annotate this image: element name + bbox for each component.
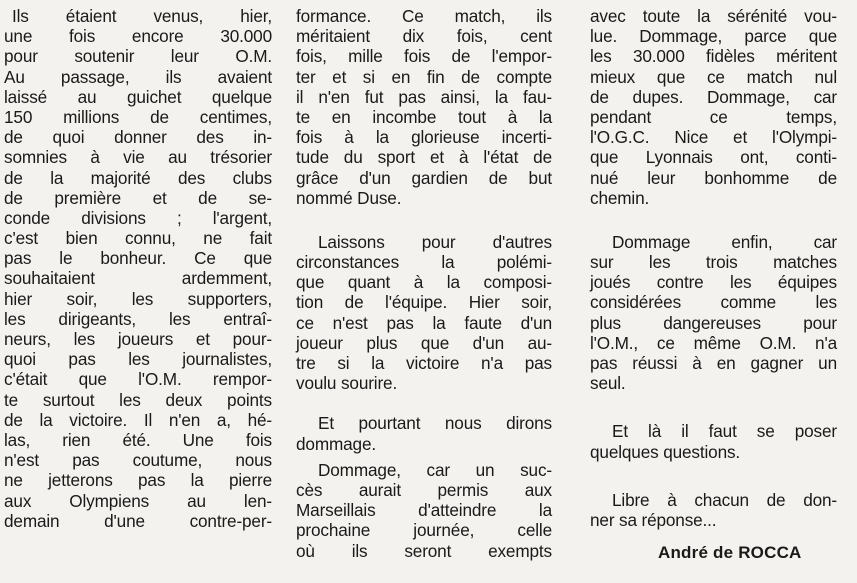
text-line: conde divisions ; l'argent,	[4, 207, 272, 228]
text-line: il n'en fut pas ainsi, la fau-	[296, 86, 552, 107]
text-line: l'O.M., ce même O.M. n'a	[590, 332, 837, 353]
text-line: de quoi donner des in-	[4, 127, 272, 148]
text-line: demain d'une contre-per-	[4, 510, 272, 531]
text-line: ner sa réponse...	[590, 509, 717, 530]
text-line: les dirigeants, les entraî-	[4, 308, 272, 329]
text-line: joués contre les équipes	[590, 272, 837, 293]
text-line: formance. Ce match, ils	[296, 6, 552, 26]
text-line: considérées comme les	[590, 292, 837, 313]
text-line: nommé Duse.	[296, 187, 402, 208]
paragraph-gap	[296, 393, 552, 413]
text-line: où ils seront exempts	[296, 540, 552, 561]
text-line: tude du sport et à l'état de	[296, 147, 552, 168]
text-line: quelques questions.	[590, 441, 741, 462]
text-line: tre si la victoire n'a pas	[296, 353, 552, 373]
text-line: de première et de se-	[4, 187, 272, 208]
author-signature: André de ROCCA	[658, 543, 802, 562]
text-line: les 30.000 fidèles méritent	[590, 46, 837, 67]
text-line: Au passage, ils avaient	[4, 66, 272, 87]
text-line: hier soir, les supporters,	[4, 288, 272, 309]
text-line: de la majorité des clubs	[4, 167, 272, 188]
text-line: fois à la glorieuse incerti-	[296, 127, 552, 148]
text-line: sur les trois matches	[590, 252, 837, 273]
text-line: grâce d'un gardien de but	[296, 167, 552, 188]
text-line: l'O.G.C. Nice et l'Olympi-	[590, 127, 837, 148]
text-line: quoi pas les journalistes,	[4, 349, 272, 370]
paragraph-gap	[590, 208, 837, 232]
text-line: Ils étaient venus, hier,	[12, 6, 272, 26]
text-line: méritaient dix fois, cent	[296, 26, 552, 47]
text-line: Et pourtant nous dirons	[318, 413, 552, 434]
text-line: circonstances la polémi-	[296, 252, 552, 273]
text-line: avec toute la sérénité vou-	[590, 6, 837, 26]
article-column-3	[590, 6, 837, 530]
text-line: souhaitaient ardemment,	[4, 268, 272, 289]
text-line: joueur plus que d'un au-	[296, 332, 552, 353]
text-line: Et là il faut se poser	[612, 421, 837, 442]
text-line: Marseillais d'atteindre la	[296, 500, 552, 521]
text-line: ce n'est pas la faute d'un	[296, 312, 552, 333]
article-column-1	[4, 6, 272, 531]
text-line: Dommage, car un suc-	[318, 459, 552, 480]
text-line: pendant ce temps,	[590, 106, 837, 127]
text-line: pas réussi à en gagner un	[590, 353, 837, 373]
text-line: nué leur bonhomme de	[590, 167, 837, 188]
text-line: prochaine journée, celle	[296, 520, 552, 541]
text-line: de dupes. Dommage, car	[590, 86, 837, 107]
text-line: tion de l'équipe. Hier soir,	[296, 292, 552, 313]
text-line: plus dangereuses pour	[590, 312, 837, 333]
text-line: fois, mille fois de l'empor-	[296, 46, 552, 67]
text-line: lue. Dommage, parce que	[590, 26, 837, 47]
text-line: une fois encore 30.000	[4, 26, 272, 47]
text-line: que quant à la composi-	[296, 272, 552, 293]
text-line: n'est pas coutume, nous	[4, 450, 272, 471]
text-line: de la victoire. Il n'en a, hé-	[4, 409, 272, 430]
text-line: voulu sourire.	[296, 373, 398, 394]
text-line: laissé au guichet quelque	[4, 86, 272, 107]
text-line: las, rien été. Une fois	[4, 429, 272, 450]
text-line: seul.	[590, 373, 626, 394]
paragraph-gap	[590, 393, 837, 421]
text-line: te surtout les deux points	[4, 389, 272, 410]
paragraph-gap	[296, 208, 552, 232]
text-line: c'était que l'O.M. rempor-	[4, 369, 272, 390]
text-line: c'est bien connu, ne fait	[4, 228, 272, 249]
text-line: Dommage enfin, car	[612, 231, 837, 252]
text-line: ter et si en fin de compte	[296, 66, 552, 87]
article-column-2	[296, 6, 552, 561]
text-line: aux Olympiens au len-	[4, 490, 272, 511]
text-line: te en incombe tout à la	[296, 106, 552, 127]
text-line: Laissons pour d'autres	[318, 231, 552, 252]
text-line: somnies à vie au trésorier	[4, 147, 272, 168]
text-line: cès aurait permis aux	[296, 479, 552, 500]
text-line: neurs, les joueurs et pour-	[4, 329, 272, 349]
text-line: pour soutenir leur O.M.	[4, 46, 272, 67]
text-line: dommage.	[296, 433, 377, 454]
text-line: 150 millions de centimes,	[4, 106, 272, 127]
text-line: chemin.	[590, 187, 650, 208]
text-line: ne jetterons pas la pierre	[4, 470, 272, 491]
paragraph-gap	[590, 462, 837, 490]
text-line: mieux que ce match nul	[590, 66, 837, 87]
text-line: que Lyonnais ont, conti-	[590, 147, 837, 168]
text-line: pas le bonheur. Ce que	[4, 248, 272, 269]
text-line: Libre à chacun de don-	[612, 489, 837, 510]
